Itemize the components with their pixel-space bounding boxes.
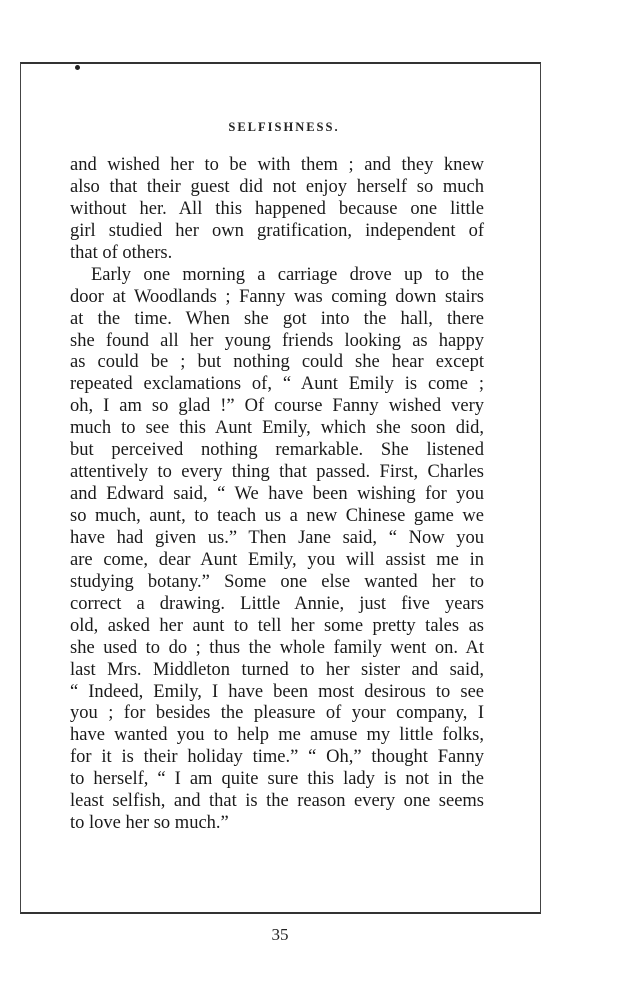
text-line: oh, I am so glad !” Of course Fanny wished very bbox=[70, 396, 484, 417]
text-line: but perceived nothing remarkable. She listened bbox=[70, 440, 484, 461]
text-line: at the time. When she got into the hall, there bbox=[70, 308, 484, 329]
text-line: have had given us.” Then Jane said, “ Now you bbox=[70, 527, 484, 548]
text-line: for it is their holiday time.” “ Oh,” thought Fanny bbox=[70, 747, 484, 768]
text-line: door at Woodlands ; Fanny was coming down stairs bbox=[70, 286, 484, 307]
page-number: 35 bbox=[271, 925, 289, 944]
text-line: are come, dear Aunt Emily, you will assist me in bbox=[70, 549, 484, 570]
paragraph-start-line: Early one morning a carriage drove up to the bbox=[91, 264, 484, 285]
text-line: have wanted you to help me amuse my little folks, bbox=[70, 725, 484, 746]
text-line: attentively to every thing that passed. First, Charles bbox=[70, 462, 484, 483]
text-line: correct a drawing. Little Annie, just five years bbox=[70, 593, 484, 614]
text-line: repeated exclamations of, “ Aunt Emily is come ; bbox=[70, 374, 484, 395]
text-line: last Mrs. Middleton turned to her sister and said, bbox=[70, 659, 484, 680]
running-head: SELFISHNESS. bbox=[228, 120, 340, 134]
text-line: much to see this Aunt Emily, which she soon did, bbox=[70, 418, 484, 439]
text-line: she found all her young friends looking as happy bbox=[70, 330, 484, 351]
body-text bbox=[70, 155, 484, 835]
printer-mark-dot bbox=[75, 65, 80, 70]
text-line: you ; for besides the pleasure of your company, I bbox=[70, 703, 484, 724]
text-line: she used to do ; thus the whole family went on. At bbox=[70, 637, 484, 658]
text-line: girl studied her own gratification, independent of bbox=[70, 220, 484, 241]
text-line: least selfish, and that is the reason every one seems bbox=[70, 791, 484, 812]
text-line: also that their guest did not enjoy herself so much bbox=[70, 176, 484, 197]
text-line: without her. All this happened because one little bbox=[70, 198, 484, 219]
text-line: to herself, “ I am quite sure this lady is not in the bbox=[70, 769, 484, 790]
text-line: old, asked her aunt to tell her some pretty tales as bbox=[70, 615, 484, 636]
text-line: studying botany.” Some one else wanted her to bbox=[70, 571, 484, 592]
text-line: and wished her to be with them ; and they knew bbox=[70, 155, 484, 175]
text-line: to love her so much.” bbox=[70, 813, 229, 834]
text-line: that of others. bbox=[70, 242, 173, 263]
text-line: and Edward said, “ We have been wishing for you bbox=[70, 484, 484, 505]
text-line: as could be ; but nothing could she hear except bbox=[70, 352, 484, 373]
text-line: so much, aunt, to teach us a new Chinese game we bbox=[70, 506, 484, 526]
text-line: “ Indeed, Emily, I have been most desirous to see bbox=[70, 681, 484, 702]
